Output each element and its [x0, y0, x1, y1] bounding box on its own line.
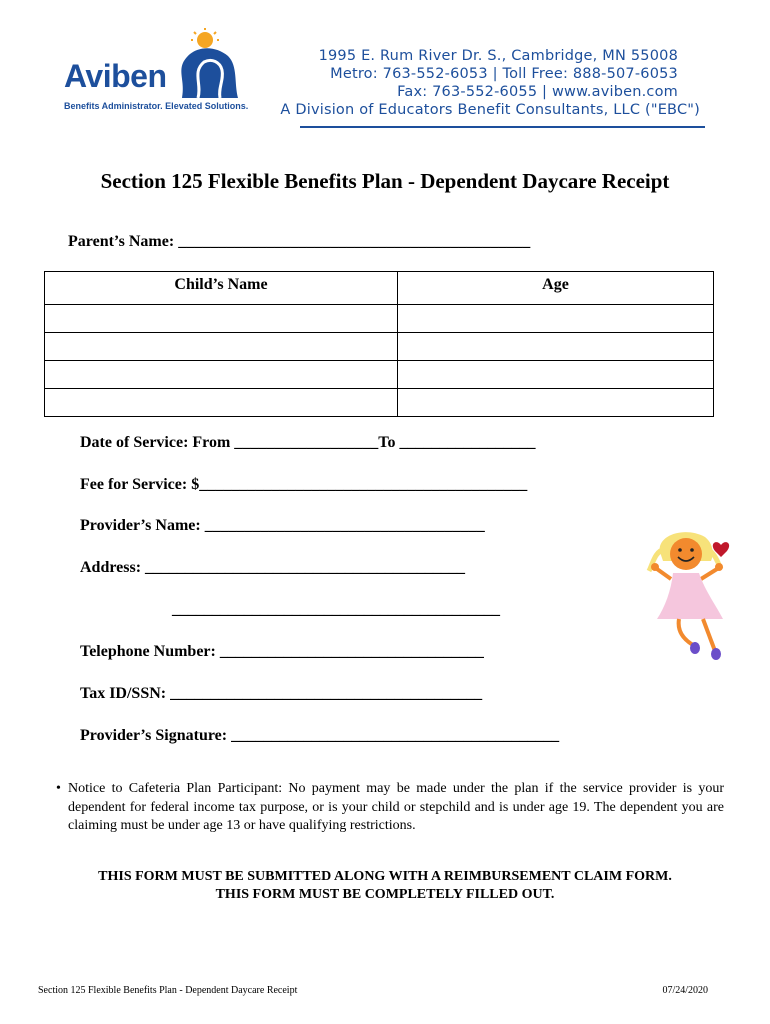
- header-division: A Division of Educators Benefit Consultants, LLC ("EBC"): [280, 102, 700, 118]
- bullet-icon: •: [56, 781, 61, 796]
- age-header: Age: [398, 272, 714, 305]
- telephone-field[interactable]: Telephone Number: _________________________________: [80, 643, 484, 660]
- child-name-cell[interactable]: [45, 333, 398, 361]
- header-address: 1995 E. Rum River Dr. S., Cambridge, MN 55008: [318, 48, 678, 64]
- girl-with-heart-icon: [643, 527, 743, 662]
- children-table: [44, 271, 714, 417]
- submission-warning: [0, 868, 770, 904]
- company-tagline: Benefits Administrator. Elevated Solutions.: [64, 101, 249, 111]
- child-name-cell[interactable]: [45, 305, 398, 333]
- child-age-cell[interactable]: [398, 361, 714, 389]
- warning-line-2: THIS FORM MUST BE COMPLETELY FILLED OUT.: [215, 887, 555, 902]
- tax-id-field[interactable]: Tax ID/SSN: _______________________________________: [80, 685, 483, 702]
- child-age-cell[interactable]: [398, 333, 714, 361]
- child-age-cell[interactable]: [398, 305, 714, 333]
- childs-name-header: Child’s Name: [45, 272, 398, 305]
- child-name-cell[interactable]: [45, 361, 398, 389]
- fee-for-service-field[interactable]: Fee for Service: $_________________________________________: [80, 476, 528, 493]
- footer-form-name: Section 125 Flexible Benefits Plan - Dependent Daycare Receipt: [38, 985, 298, 996]
- form-title: Section 125 Flexible Benefits Plan - Dependent Daycare Receipt: [100, 169, 670, 193]
- footer-date: 07/24/2020: [662, 985, 708, 996]
- providers-name-field[interactable]: Provider’s Name: ___________________________________: [80, 517, 485, 534]
- header-fax-website: Fax: 763-552-6055 | www.aviben.com: [397, 84, 678, 100]
- provider-signature-field[interactable]: Provider’s Signature: _________________________________________: [80, 727, 560, 744]
- cafeteria-plan-notice: [56, 780, 724, 836]
- aviben-road-logo-icon: [172, 28, 242, 100]
- table-row: [45, 389, 714, 417]
- table-row: [45, 305, 714, 333]
- notice-text: Notice to Cafeteria Plan Participant: No payment may be made under the plan if the service provider is your dependent for federal income tax purpose, or is your child or stepchild and is under age 19. The dependent you are claiming must be under age 13 or have qualifying restrictions.: [68, 781, 724, 833]
- table-row: [45, 361, 714, 389]
- address-field[interactable]: Address: ________________________________________: [80, 559, 466, 576]
- date-of-service-field[interactable]: Date of Service: From __________________To _________________: [80, 434, 536, 451]
- child-name-cell[interactable]: [45, 389, 398, 417]
- parent-name-field[interactable]: Parent’s Name: ____________________________________________: [68, 233, 531, 250]
- company-logo-text: Aviben: [64, 58, 167, 94]
- warning-line-1: THIS FORM MUST BE SUBMITTED ALONG WITH A REIMBURSEMENT CLAIM FORM.: [98, 869, 672, 884]
- header-phone: Metro: 763-552-6053 | Toll Free: 888-507-6053: [330, 66, 678, 82]
- table-row: [45, 333, 714, 361]
- table-header-row: [45, 272, 714, 305]
- child-age-cell[interactable]: [398, 389, 714, 417]
- header-divider: [300, 126, 705, 128]
- address-line2-field[interactable]: _________________________________________: [172, 601, 500, 618]
